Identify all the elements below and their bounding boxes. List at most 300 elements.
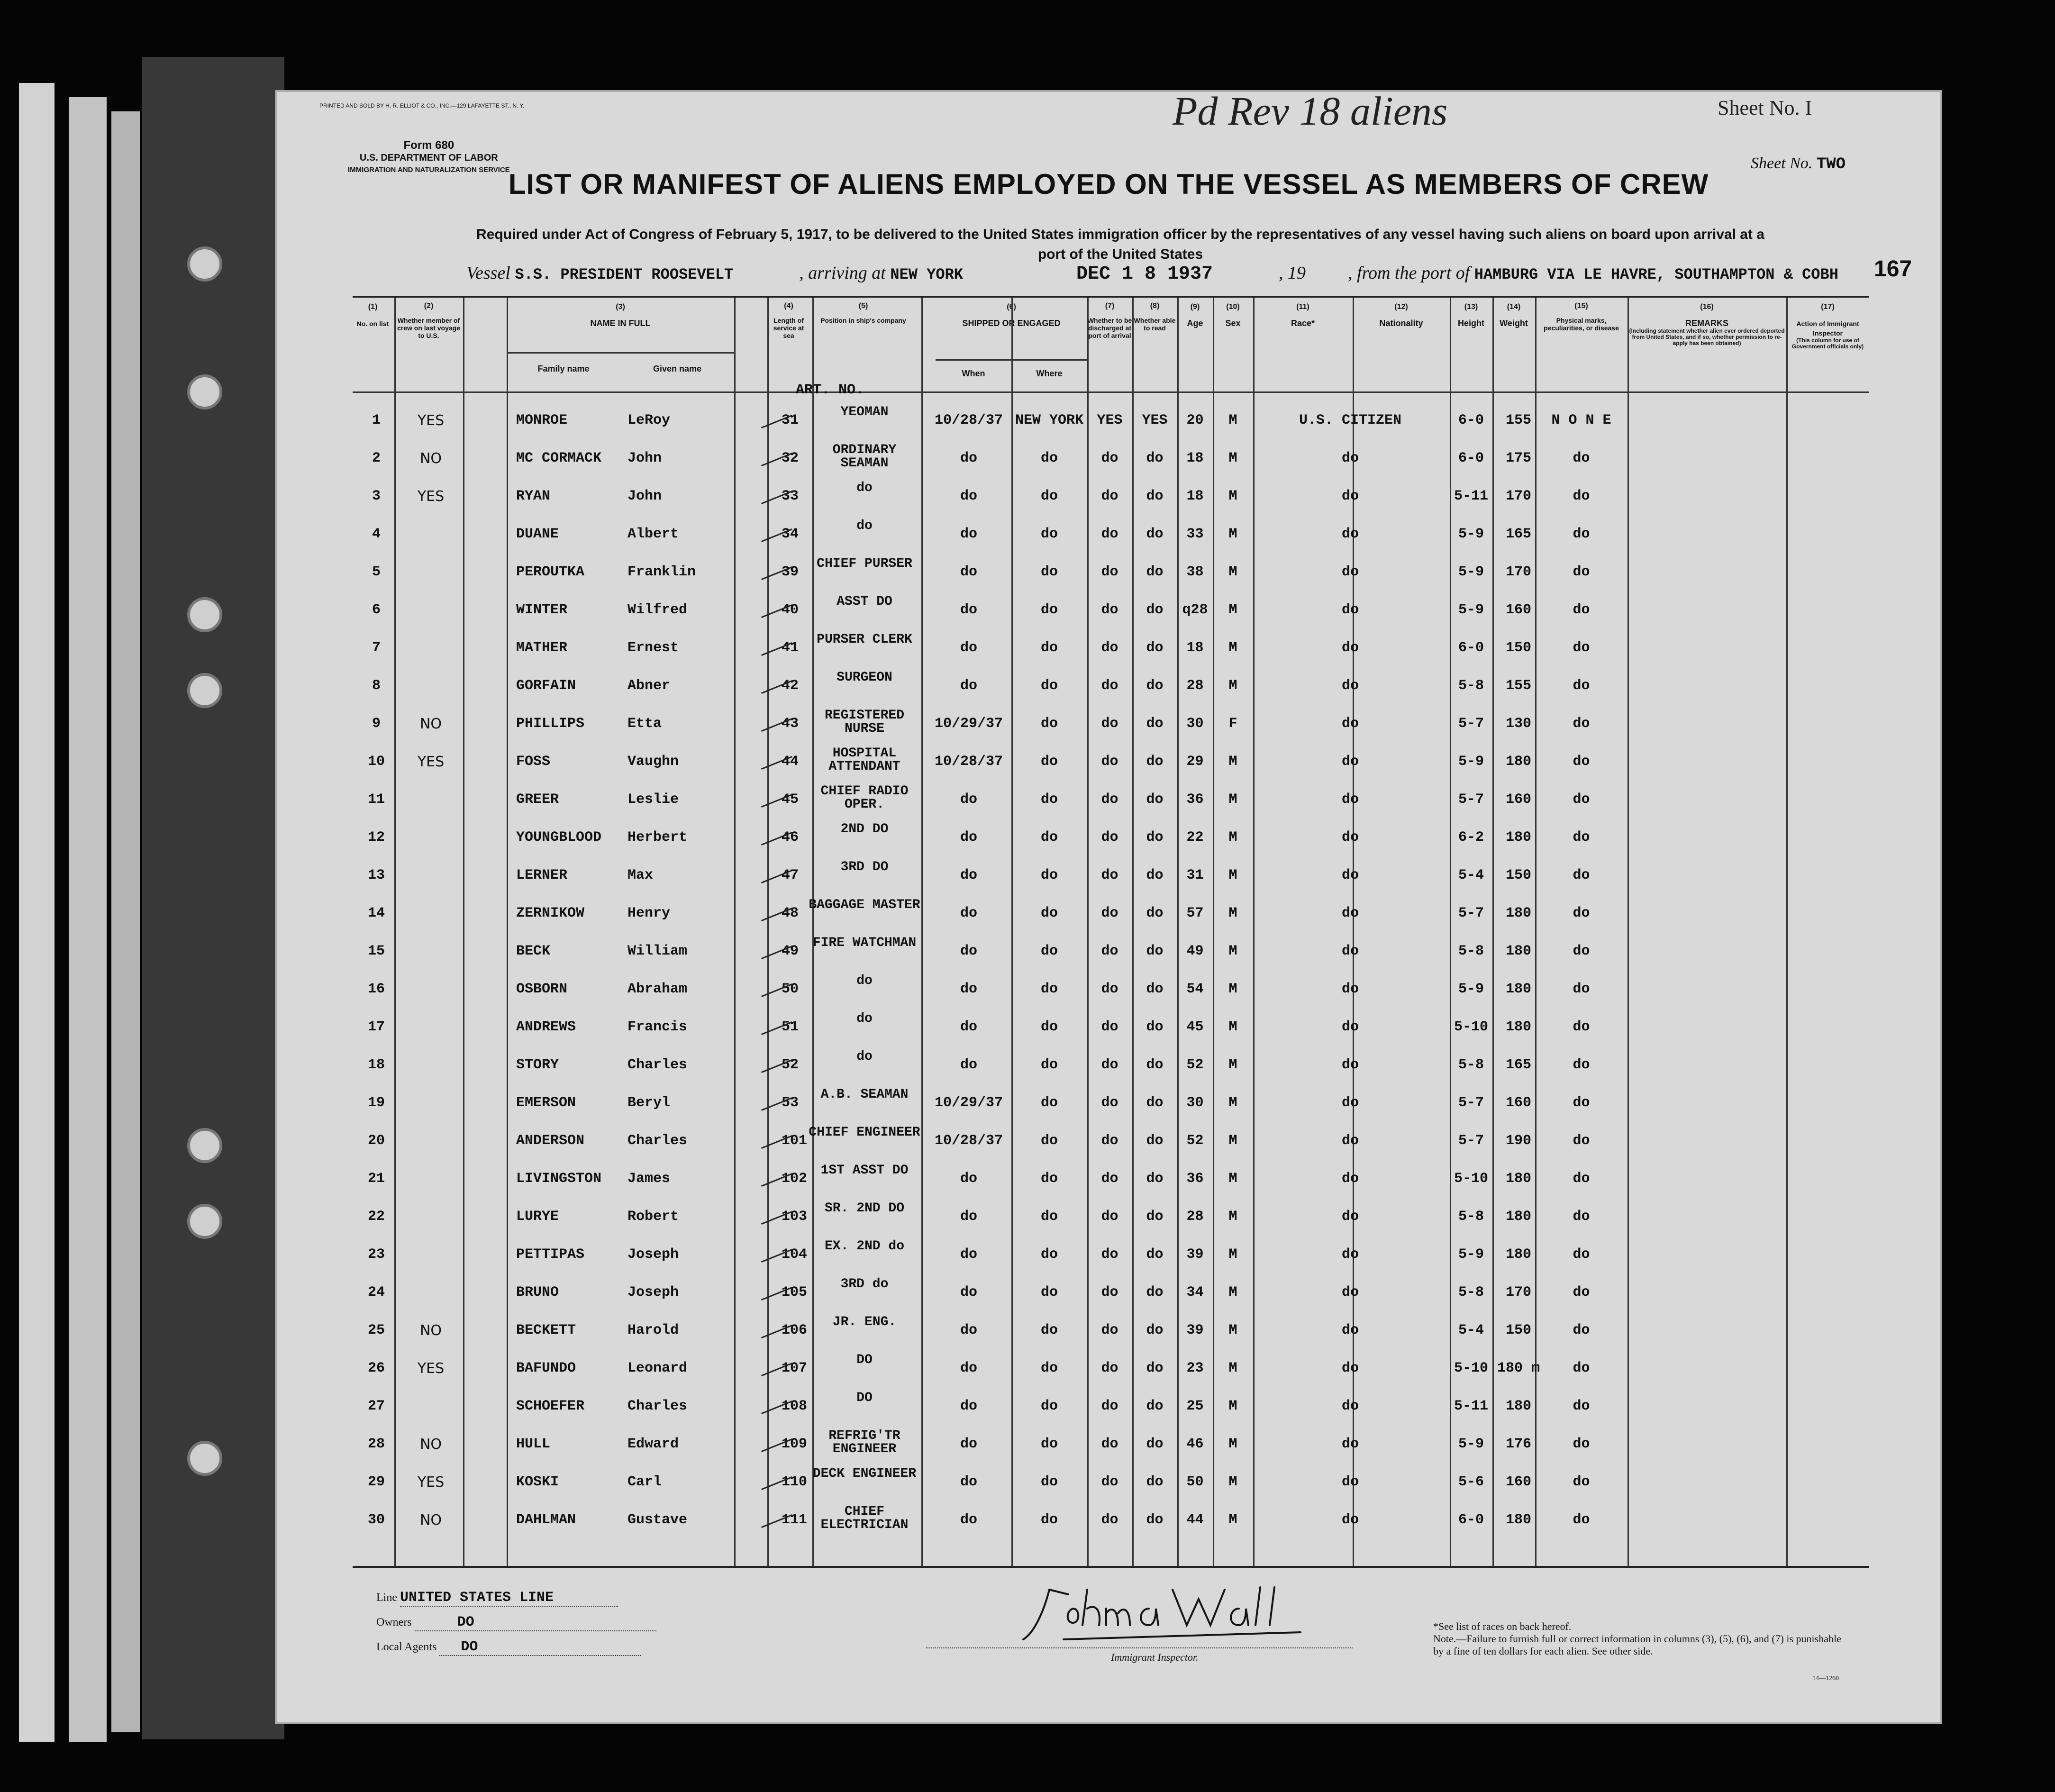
cell-family: RYAN — [516, 488, 551, 504]
cell-weight: 180 — [1505, 905, 1531, 921]
cell-weight: 180 — [1505, 1246, 1531, 1263]
cell-where: do — [1040, 1322, 1058, 1338]
cell-where: do — [1040, 829, 1058, 846]
cell-given: Herbert — [627, 829, 688, 846]
cell-when: do — [960, 943, 977, 959]
cell-race: do — [1341, 678, 1359, 694]
cell-where: NEW YORK — [1015, 412, 1084, 428]
cell-race: do — [1341, 829, 1359, 846]
cell-marks: do — [1573, 981, 1590, 997]
cell-marks: do — [1573, 1246, 1590, 1263]
cell-weight: 160 — [1505, 602, 1531, 618]
cell-height: 6-2 — [1458, 829, 1484, 846]
cell-when: do — [960, 905, 977, 921]
cell-race: do — [1341, 1246, 1359, 1263]
cell-weight: 150 — [1505, 640, 1531, 656]
cell-art: 32 — [782, 450, 799, 466]
cell-family: WINTER — [516, 602, 568, 618]
printer-line: PRINTED AND SOLD BY H. R. ELLIOT & CO., INC.—129 LAFAYETTE ST., N. Y. — [319, 102, 525, 109]
cell-position: 3RD DO — [840, 860, 889, 874]
cell-last: NO — [419, 1322, 442, 1339]
cell-age: 30 — [1186, 716, 1204, 732]
cell-height: 5-4 — [1458, 1322, 1484, 1338]
manifest-sheet — [275, 90, 1942, 1724]
owners-label: Owners — [376, 1616, 412, 1628]
cell-family: MATHER — [516, 640, 568, 656]
cell-race: do — [1341, 867, 1359, 883]
cell-art: 51 — [782, 1019, 799, 1035]
cell-art: 42 — [782, 678, 799, 694]
handwritten-sheet-mark: Sheet No. I — [1718, 96, 1812, 119]
col-header-position: (5) Position in ship's company — [820, 302, 906, 324]
cell-position: DECK ENGINEER — [812, 1466, 917, 1481]
department: U.S. DEPARTMENT OF LABOR — [359, 153, 498, 163]
cell-sex: M — [1228, 640, 1237, 656]
binder-hole — [187, 246, 222, 282]
cell-given: John — [627, 488, 662, 504]
cell-marks: do — [1573, 488, 1590, 504]
cell-read: do — [1146, 791, 1164, 808]
cell-weight: 160 — [1505, 1095, 1531, 1111]
cell-marks: do — [1573, 1019, 1590, 1035]
cell-art: 46 — [782, 829, 799, 846]
table-row — [353, 1464, 1869, 1501]
cell-disch: do — [1101, 1057, 1118, 1073]
cell-art: 104 — [782, 1246, 808, 1263]
cell-family: BRUNO — [516, 1284, 559, 1301]
cell-marks: do — [1573, 640, 1590, 656]
cell-family: HULL — [516, 1436, 551, 1452]
cell-read: do — [1146, 1057, 1164, 1073]
cell-read: do — [1146, 1436, 1164, 1452]
cell-given: Francis — [627, 1019, 688, 1035]
cell-position: JR. ENG. — [832, 1315, 897, 1329]
cell-where: do — [1040, 1171, 1058, 1187]
cell-sex: M — [1228, 943, 1237, 959]
cell-height: 5-6 — [1458, 1474, 1484, 1490]
footnotes — [1433, 1620, 1850, 1657]
cell-weight: 165 — [1505, 1057, 1531, 1073]
owners-field — [376, 1614, 656, 1631]
cell-sex: M — [1228, 1171, 1237, 1187]
signature-rule — [926, 1647, 1353, 1648]
cell-position: HOSPITAL ATTENDANT — [828, 746, 900, 774]
cell-where: do — [1040, 1474, 1058, 1490]
cell-race: do — [1341, 1209, 1359, 1225]
col-header-shipped: (6) SHIPPED OR ENGAGED — [962, 303, 1061, 328]
cell-art: 105 — [782, 1284, 808, 1301]
note-races: *See list of races on back hereof. — [1433, 1620, 1572, 1632]
cell-position: 2ND DO — [840, 822, 889, 837]
cell-marks: do — [1573, 526, 1590, 542]
cell-weight: 165 — [1505, 526, 1531, 542]
cell-sex: M — [1228, 867, 1237, 883]
cell-family: ANDREWS — [516, 1019, 576, 1035]
cell-art: 43 — [782, 716, 799, 732]
cell-where: do — [1040, 716, 1058, 732]
cell-no: 3 — [372, 488, 381, 504]
cell-where: do — [1040, 1284, 1058, 1301]
cell-race: do — [1341, 1322, 1359, 1338]
cell-height: 5-9 — [1458, 564, 1484, 580]
cell-family: MC CORMACK — [516, 450, 602, 466]
inspector-signature — [1016, 1580, 1310, 1646]
cell-age: 39 — [1186, 1246, 1204, 1263]
cell-disch: do — [1101, 488, 1118, 504]
cell-disch: do — [1101, 1284, 1118, 1301]
cell-where: do — [1040, 1095, 1058, 1111]
cell-family: PHILLIPS — [516, 716, 585, 732]
line-field — [376, 1590, 618, 1607]
cell-marks: do — [1573, 678, 1590, 694]
cell-sex: M — [1228, 1360, 1237, 1376]
cell-race: do — [1341, 1436, 1359, 1452]
cell-sex: M — [1228, 1398, 1237, 1414]
cell-where: do — [1040, 602, 1058, 618]
agents-value: DO — [461, 1639, 478, 1655]
cell-when: 10/28/37 — [934, 412, 1003, 428]
cell-when: do — [960, 564, 977, 580]
cell-read: do — [1146, 678, 1164, 694]
cell-weight: 180 — [1505, 943, 1531, 959]
table-row — [353, 1350, 1869, 1387]
cell-sex: M — [1228, 754, 1237, 770]
cell-family: LURYE — [516, 1209, 559, 1225]
cell-race: do — [1341, 526, 1359, 542]
cell-no: 11 — [367, 791, 385, 808]
table-row — [353, 971, 1869, 1008]
cell-where: do — [1040, 1057, 1058, 1073]
cell-height: 6-0 — [1458, 640, 1484, 656]
cell-position: SURGEON — [837, 670, 892, 685]
cell-art: 107 — [782, 1360, 808, 1376]
cell-marks: do — [1573, 602, 1590, 618]
cell-sex: M — [1228, 1474, 1237, 1490]
cell-weight: 175 — [1505, 450, 1531, 466]
cell-no: 1 — [372, 412, 381, 428]
cell-age: 57 — [1186, 905, 1204, 921]
cell-height: 5-7 — [1458, 791, 1484, 808]
cell-weight: 170 — [1505, 1284, 1531, 1301]
col-header-given-name: Given name — [653, 364, 702, 373]
cell-age: 31 — [1186, 867, 1204, 883]
cell-disch: do — [1101, 754, 1118, 770]
cell-age: 18 — [1186, 640, 1204, 656]
cell-age: 18 — [1186, 450, 1204, 466]
cell-given: Edward — [627, 1436, 679, 1452]
cell-marks: do — [1573, 1095, 1590, 1111]
cell-race: do — [1341, 1512, 1359, 1528]
cell-age: q28 — [1182, 602, 1208, 618]
col-header-nationality: (12) Nationality — [1379, 303, 1423, 328]
cell-where: do — [1040, 1512, 1058, 1528]
table-row — [353, 402, 1869, 439]
cell-art: 44 — [782, 754, 799, 770]
cell-art: 106 — [782, 1322, 808, 1338]
cell-age: 28 — [1186, 1209, 1204, 1225]
cell-height: 5-11 — [1454, 1398, 1488, 1414]
cell-read: do — [1146, 1284, 1164, 1301]
cell-age: 46 — [1186, 1436, 1204, 1452]
col-header-height: (13) Height — [1458, 303, 1484, 328]
cell-art: 53 — [782, 1095, 799, 1111]
cell-when: do — [960, 1398, 977, 1414]
cell-given: Wilfred — [627, 602, 688, 618]
cell-no: 15 — [367, 943, 385, 959]
cell-art: 45 — [782, 791, 799, 808]
from-port-value: HAMBURG VIA LE HAVRE, SOUTHAMPTON & COBH — [1474, 266, 1838, 283]
cell-family: GORFAIN — [516, 678, 576, 694]
cell-last: NO — [419, 1512, 442, 1528]
cell-marks: do — [1573, 450, 1590, 466]
col-header-length-service: (4) Length of service at sea — [773, 302, 804, 339]
cell-position: CHIEF RADIO OPER. — [820, 784, 909, 812]
cell-sex: M — [1228, 829, 1237, 846]
cell-read: do — [1146, 867, 1164, 883]
cell-read: do — [1146, 1095, 1164, 1111]
col-header-read: (8) Whether able to read — [1134, 302, 1176, 332]
table-row — [353, 478, 1869, 515]
cell-art: 103 — [782, 1209, 808, 1225]
col-header-last-voyage: (2) Whether member of crew on last voyage to U.S. — [397, 302, 461, 339]
form-code: 14—1260 — [1812, 1675, 1839, 1682]
cell-read: do — [1146, 1019, 1164, 1035]
cell-last: NO — [419, 450, 442, 467]
cell-where: do — [1040, 1246, 1058, 1263]
cell-disch: do — [1101, 602, 1118, 618]
cell-given: Charles — [627, 1057, 688, 1073]
cell-given: Robert — [627, 1209, 679, 1225]
col-header-where: Where — [1036, 369, 1063, 378]
cell-sex: M — [1228, 678, 1237, 694]
cell-when: do — [960, 1322, 977, 1338]
cell-family: ANDERSON — [516, 1133, 585, 1149]
cell-position: A.B. SEAMAN — [820, 1087, 909, 1102]
table-row — [353, 1198, 1869, 1235]
cell-weight: 180 — [1505, 1171, 1531, 1187]
cell-when: do — [960, 1512, 977, 1528]
col-header-physical-marks: (15) Physical marks, peculiarities, or disease — [1544, 302, 1619, 332]
cell-height: 5-9 — [1458, 1246, 1484, 1263]
cell-family: BAFUNDO — [516, 1360, 576, 1376]
cell-no: 12 — [367, 829, 385, 846]
cell-when: 10/28/37 — [934, 1133, 1003, 1149]
cell-last: NO — [419, 1436, 442, 1453]
cell-given: Leslie — [627, 791, 679, 808]
cell-weight: 180 — [1505, 1209, 1531, 1225]
cell-art: 52 — [782, 1057, 799, 1073]
cell-family: GREER — [516, 791, 559, 808]
table-row — [353, 667, 1869, 704]
cell-read: do — [1146, 1133, 1164, 1149]
cell-disch: do — [1101, 526, 1118, 542]
cell-family: STORY — [516, 1057, 559, 1073]
cell-where: do — [1040, 905, 1058, 921]
col-header-sex: (10) Sex — [1225, 303, 1241, 328]
cell-disch: do — [1101, 943, 1118, 959]
cell-race: do — [1341, 1398, 1359, 1414]
cell-read: do — [1146, 754, 1164, 770]
cell-when: do — [960, 1436, 977, 1452]
subtitle-line: port of the United States — [1037, 246, 1203, 262]
cell-disch: do — [1101, 1322, 1118, 1338]
cell-height: 5-8 — [1458, 1057, 1484, 1073]
cell-age: 28 — [1186, 678, 1204, 694]
cell-height: 5-4 — [1458, 867, 1484, 883]
binder-spine — [142, 57, 284, 1739]
cell-family: PEROUTKA — [516, 564, 585, 580]
cell-age: 36 — [1186, 1171, 1204, 1187]
cell-disch: do — [1101, 905, 1118, 921]
cell-race: do — [1341, 450, 1359, 466]
cell-last: NO — [419, 716, 442, 732]
cell-position: CHIEF ELECTRICIAN — [820, 1504, 909, 1532]
cell-given: Charles — [627, 1398, 688, 1414]
cell-art: 109 — [782, 1436, 808, 1452]
cell-marks: do — [1573, 1512, 1590, 1528]
cell-art: 108 — [782, 1398, 808, 1414]
col-header-inspector-action: (17) Action of Immigrant Inspector (This column for use of Government officials only) — [1791, 303, 1864, 350]
cell-when: do — [960, 1360, 977, 1376]
cell-disch: do — [1101, 640, 1118, 656]
cell-height: 5-10 — [1454, 1360, 1488, 1376]
cell-race: do — [1341, 905, 1359, 921]
cell-race: do — [1341, 1171, 1359, 1187]
cell-read: do — [1146, 488, 1164, 504]
from-port-label: , from the port of — [1348, 263, 1470, 283]
cell-given: Joseph — [627, 1284, 679, 1301]
cell-given: Abner — [627, 678, 671, 694]
cell-no: 30 — [367, 1512, 385, 1528]
cell-given: Ernest — [627, 640, 679, 656]
cell-race: do — [1341, 981, 1359, 997]
cell-disch: do — [1101, 1436, 1118, 1452]
cell-where: do — [1040, 526, 1058, 542]
col-header-age: (9) Age — [1187, 303, 1203, 328]
cell-family: MONROE — [516, 412, 568, 428]
name-subrule — [507, 352, 734, 354]
cell-read: do — [1146, 1322, 1164, 1338]
cell-disch: do — [1101, 981, 1118, 997]
cell-position: SR. 2ND DO — [824, 1201, 905, 1216]
cell-read: do — [1146, 1474, 1164, 1490]
cell-art: 110 — [782, 1474, 808, 1490]
table-row — [353, 516, 1869, 553]
cell-last: YES — [417, 754, 445, 770]
cell-position: CHIEF PURSER — [817, 556, 912, 571]
cell-read: do — [1146, 716, 1164, 732]
cell-weight: 160 — [1505, 1474, 1531, 1490]
vessel-label: Vessel — [466, 263, 510, 283]
cell-marks: do — [1573, 1133, 1590, 1149]
cell-no: 2 — [372, 450, 381, 466]
cell-height: 5-8 — [1458, 1284, 1484, 1301]
cell-given: Beryl — [627, 1095, 671, 1111]
cell-weight: 150 — [1505, 1322, 1531, 1338]
cell-age: 25 — [1186, 1398, 1204, 1414]
cell-where: do — [1040, 564, 1058, 580]
table-row — [353, 857, 1869, 894]
cell-when: do — [960, 526, 977, 542]
cell-sex: M — [1228, 1512, 1237, 1528]
cell-weight: 180 — [1505, 829, 1531, 846]
table-row — [353, 1009, 1869, 1046]
cell-family: LERNER — [516, 867, 568, 883]
cell-family: EMERSON — [516, 1095, 576, 1111]
cell-disch: do — [1101, 564, 1118, 580]
cell-disch: do — [1101, 1512, 1118, 1528]
cell-height: 5-11 — [1454, 488, 1488, 504]
cell-no: 6 — [372, 602, 381, 618]
cell-height: 5-9 — [1458, 754, 1484, 770]
cell-race: do — [1341, 1133, 1359, 1149]
cell-where: do — [1040, 1398, 1058, 1414]
cell-read: do — [1146, 943, 1164, 959]
cell-no: 4 — [372, 526, 381, 542]
cell-no: 18 — [367, 1057, 385, 1073]
cell-position: 1ST ASST DO — [820, 1163, 909, 1178]
cell-race: U.S. CITIZEN — [1299, 412, 1402, 428]
cell-no: 17 — [367, 1019, 385, 1035]
cell-read: do — [1146, 450, 1164, 466]
cell-read: do — [1146, 1209, 1164, 1225]
cell-height: 5-8 — [1458, 678, 1484, 694]
cell-age: 49 — [1186, 943, 1204, 959]
cell-weight: 180 — [1505, 754, 1531, 770]
cell-race: do — [1341, 716, 1359, 732]
cell-where: do — [1040, 640, 1058, 656]
cell-height: 5-10 — [1454, 1171, 1488, 1187]
binder-hole — [187, 1128, 222, 1163]
cell-marks: do — [1573, 1209, 1590, 1225]
cell-sex: M — [1228, 1284, 1237, 1301]
col-header-name: (3) NAME IN FULL — [590, 303, 651, 328]
cell-given: Charles — [627, 1133, 688, 1149]
cell-read: do — [1146, 1171, 1164, 1187]
table-row — [353, 629, 1869, 666]
cell-race: do — [1341, 488, 1359, 504]
cell-given: Franklin — [627, 564, 696, 580]
cell-no: 7 — [372, 640, 381, 656]
cell-art: 102 — [782, 1171, 808, 1187]
cell-no: 10 — [367, 754, 385, 770]
agents-label: Local Agents — [376, 1641, 437, 1653]
cell-where: do — [1040, 1360, 1058, 1376]
cell-no: 26 — [367, 1360, 385, 1376]
cell-marks: do — [1573, 1360, 1590, 1376]
table-row — [353, 1236, 1869, 1273]
cell-no: 23 — [367, 1246, 385, 1263]
cell-height: 5-8 — [1458, 943, 1484, 959]
art-no-label: ART. NO. — [796, 382, 864, 398]
cell-marks: do — [1573, 905, 1590, 921]
cell-age: 20 — [1186, 412, 1204, 428]
cell-age: 34 — [1186, 1284, 1204, 1301]
cell-no: 28 — [367, 1436, 385, 1452]
cell-family: BECKETT — [516, 1322, 576, 1338]
table-row — [353, 1160, 1869, 1197]
cell-when: do — [960, 678, 977, 694]
cell-read: do — [1146, 829, 1164, 846]
cell-sex: M — [1228, 791, 1237, 808]
cell-marks: do — [1573, 564, 1590, 580]
binder-hole — [187, 374, 222, 409]
cell-disch: do — [1101, 1398, 1118, 1414]
cell-height: 6-0 — [1458, 412, 1484, 428]
cell-art: 33 — [782, 488, 799, 504]
cell-height: 5-7 — [1458, 1133, 1484, 1149]
cell-marks: do — [1573, 1436, 1590, 1452]
